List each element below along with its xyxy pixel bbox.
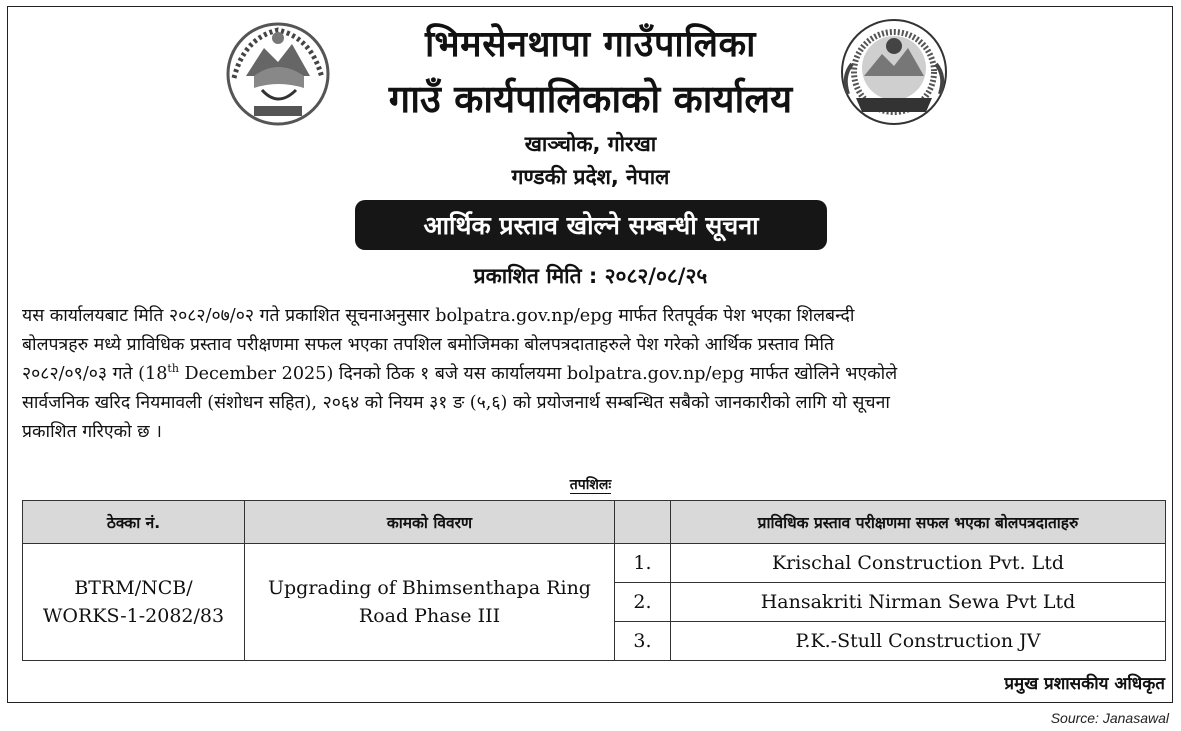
work-description-cell bbox=[245, 544, 615, 661]
ordinal-suffix: th bbox=[167, 362, 179, 376]
signatory-title: प्रमुख प्रशासकीय अधिकृत bbox=[1004, 674, 1165, 694]
bidder-sn: 3. bbox=[615, 622, 671, 661]
bidders-table bbox=[22, 500, 1166, 661]
table-row bbox=[23, 544, 1166, 583]
office-subtitle: गाउँ कार्यपालिकाको कार्यालय bbox=[388, 77, 793, 121]
body-line-part: December 2025) दिनको ठिक १ बजे यस कार्यालयमा bolpatra.gov.np/epg मार्फत खोलिने भएकोले bbox=[178, 364, 898, 384]
office-title: भिमसेनथापा गाउँपालिका bbox=[425, 24, 756, 65]
contract-no-line: BTRM/NCB/ bbox=[74, 577, 193, 599]
header-sn bbox=[615, 501, 671, 544]
published-date: प्रकाशित मिति : २०८२/०८/२५ bbox=[473, 264, 708, 288]
source-credit: Source: Janasawal bbox=[1050, 710, 1169, 726]
body-line bbox=[22, 360, 1164, 389]
table-caption-text: तपशिलः bbox=[569, 477, 612, 493]
bidder-name: P.K.-Stull Construction JV bbox=[671, 622, 1166, 661]
body-line: बोलपत्रहरु मध्ये प्राविधिक प्रस्ताव परीक्षणमा सफल भएका तपशिल बमोजिमका बोलपत्रदाताहरुले पेश गरेको आर्थिक प्रस्ताव मिति bbox=[22, 335, 835, 355]
notice-body bbox=[22, 302, 1164, 447]
header-bidders: प्राविधिक प्रस्ताव परीक्षणमा सफल भएका बोलपत्रदाताहरु bbox=[671, 501, 1166, 544]
body-line-part: २०८२/०९/०३ गते (18 bbox=[22, 364, 168, 384]
bidder-sn: 2. bbox=[615, 583, 671, 622]
bidder-sn: 1. bbox=[615, 544, 671, 583]
bidder-name: Hansakriti Nirman Sewa Pvt Ltd bbox=[671, 583, 1166, 622]
notice-title-banner: आर्थिक प्रस्ताव खोल्ने सम्बन्धी सूचना bbox=[355, 200, 827, 250]
header-work-description: कामको विवरण bbox=[245, 501, 615, 544]
table-header-row bbox=[23, 501, 1166, 544]
address-line-1: खाञ्चोक, गोरखा bbox=[524, 132, 657, 156]
body-line: यस कार्यालयबाट मिति २०८२/०७/०२ गते प्रकाशित सूचनाअनुसार bolpatra.gov.np/epg मार्फत रितपूर्वक पेश भएका शिलबन्दी bbox=[22, 306, 855, 326]
contract-no-line: WORKS-1-2082/83 bbox=[42, 605, 225, 627]
bidder-name: Krischal Construction Pvt. Ltd bbox=[671, 544, 1166, 583]
header-contract-no: ठेक्का नं. bbox=[23, 501, 245, 544]
body-line: प्रकाशित गरिएको छ । bbox=[22, 422, 162, 442]
contract-no-cell bbox=[23, 544, 245, 661]
body-line: सार्वजनिक खरिद नियमावली (संशोधन सहित), २०६४ को नियम ३१ ङ (५,६) को प्रयोजनार्थ सम्बन्धित सबैको जानकारीको लागि यो सूचना bbox=[22, 393, 890, 413]
work-description-line: Upgrading of Bhimsenthapa Ring bbox=[268, 577, 591, 599]
work-description-line: Road Phase III bbox=[358, 605, 501, 627]
table-caption bbox=[0, 475, 1181, 494]
address-line-2: गण्डकी प्रदेश, नेपाल bbox=[511, 165, 670, 189]
